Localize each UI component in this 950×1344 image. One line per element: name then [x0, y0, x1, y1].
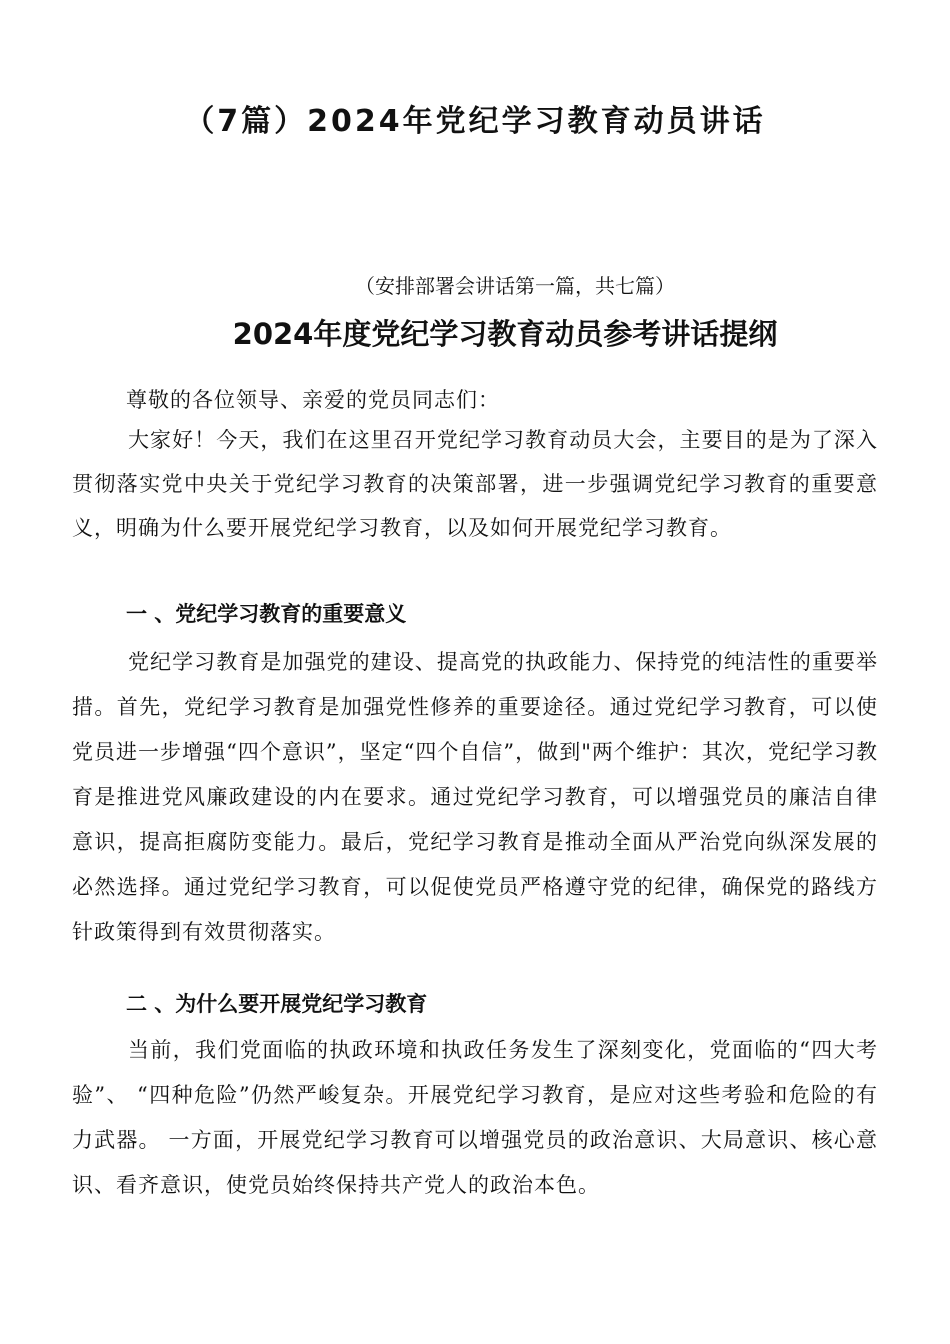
salutation: 尊敬的各位领导、亲爱的党员同志们： — [126, 388, 500, 412]
section-heading-2: 二 、为什么要开展党纪学习教育 — [126, 992, 428, 1016]
section-paragraph-1: 党纪学习教育是加强党的建设、提高党的执政能力、保持党的纯洁性的重要举措。首先，党纪学习教育是加强党性修养的重要途径。通过党纪学习教育，可以使党员进一步增强“四个意识”，坚定“四个自信”，做到"两个维护：其次，党纪学习教育是推进党风廉政建设的内在要求。通过党纪学习教育，可以增强党员的廉洁自律意识，提高拒腐防变能力。最后，党纪学习教育是推动全面从严治党向纵深发展的必然选择。通过党纪学习教育，可以促使党员严格遵守党的纪律，确保党的路线方针政策得到有效贯彻落实。 — [72, 650, 878, 944]
section-heading-1: 一 、党纪学习教育的重要意义 — [126, 602, 407, 626]
speech-title: 2024年度党纪学习教育动员参考讲话提纲 — [232, 317, 778, 351]
intro-paragraph: 大家好！今天，我们在这里召开党纪学习教育动员大会，主要目的是为了深入贯彻落实党中央关于党纪学习教育的决策部署，进一步强调党纪学习教育的重要意义，明确为什么要开展党纪学习教育，以及如何开展党纪学习教育。 — [72, 428, 878, 540]
main-title: （7篇）2024年党纪学习教育动员讲话 — [184, 104, 766, 139]
subtitle-note: （安排部署会讲话第一篇，共七篇） — [355, 274, 675, 298]
section-paragraph-2: 当前，我们党面临的执政环境和执政任务发生了深刻变化，党面临的“四大考验”、 “四种危险”仍然严峻复杂。开展党纪学习教育，是应对这些考验和危险的有力武器。 一方面，开展党纪学习教育可以增强党员的政治意识、大局意识、核心意识、看齐意识，使党员始终保持共产党人的政治本色。 — [72, 1038, 878, 1197]
